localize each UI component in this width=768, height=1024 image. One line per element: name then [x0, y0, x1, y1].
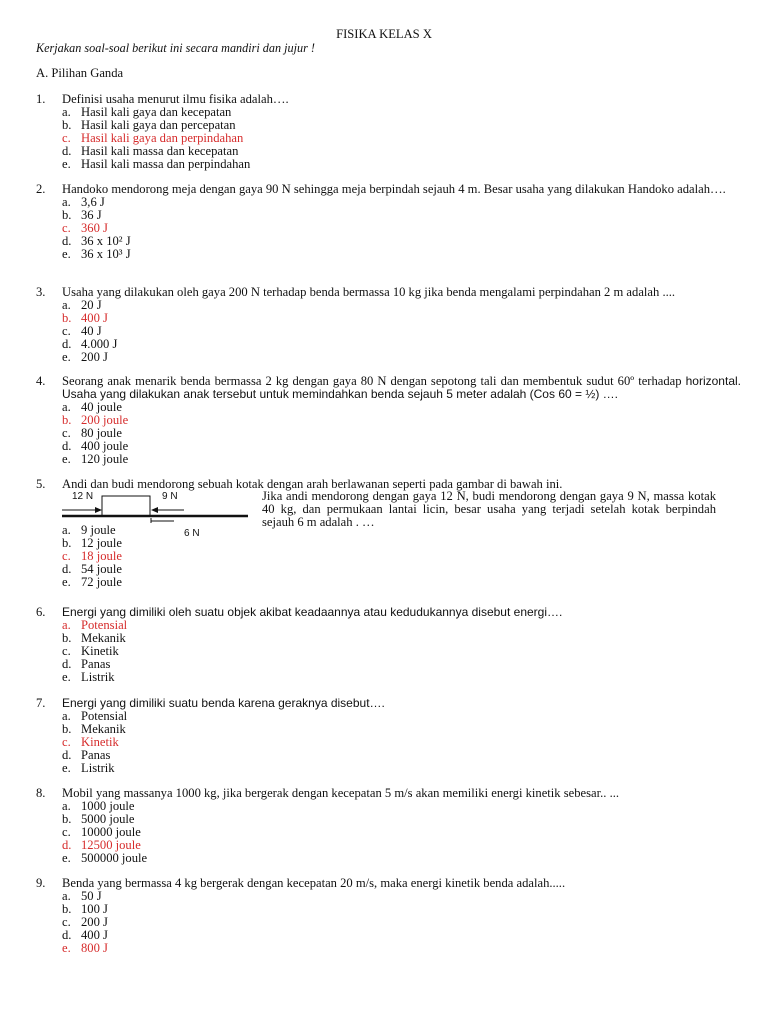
question-7 [36, 697, 741, 775]
option-text: Hasil kali massa dan kecepatan [81, 144, 239, 158]
option-letter: e. [62, 761, 71, 775]
option-letter: a. [62, 709, 71, 723]
option-text: 54 joule [81, 562, 122, 576]
option-text: 360 J [81, 221, 108, 235]
option-text: 1000 joule [81, 799, 135, 813]
option-text: Mekanik [81, 722, 126, 736]
option-letter: b. [62, 413, 72, 427]
option-text: 3,6 J [81, 195, 105, 209]
question-6 [36, 606, 741, 684]
option-text: 80 joule [81, 426, 122, 440]
left-arrowhead [95, 507, 102, 513]
option-letter: a. [62, 799, 71, 813]
instruction-text: Kerjakan soal-soal berikut ini secara mandiri dan jujur ! [36, 41, 315, 55]
answer-option [62, 537, 741, 550]
option-text: 50 J [81, 889, 102, 903]
left-force-label: 12 N [72, 491, 94, 502]
option-text: 200 joule [81, 413, 129, 427]
option-text: Panas [81, 657, 111, 671]
answer-option [62, 576, 741, 589]
option-text: 36 x 10² J [81, 234, 131, 248]
option-letter: d. [62, 234, 72, 248]
answer-option [62, 658, 741, 671]
answer-option [62, 903, 741, 916]
option-text: Panas [81, 748, 111, 762]
option-letter: e. [62, 575, 71, 589]
option-text: Listrik [81, 761, 115, 775]
answer-option [62, 235, 741, 248]
answer-option [62, 338, 741, 351]
answer-option [62, 453, 741, 466]
option-letter: b. [62, 536, 72, 550]
options-list [62, 890, 741, 955]
option-text: 200 J [81, 350, 108, 364]
option-letter: e. [62, 247, 71, 261]
question-number: 7. [36, 696, 46, 710]
question-text: Energi yang dimiliki suatu benda karena geraknya disebut…. [62, 696, 385, 710]
option-letter: e. [62, 157, 71, 171]
option-text: 40 J [81, 324, 102, 338]
option-text: 200 J [81, 915, 108, 929]
option-text: Hasil kali gaya dan percepatan [81, 118, 236, 132]
option-text: 100 J [81, 902, 108, 916]
answer-option-correct [62, 839, 741, 852]
option-letter: e. [62, 350, 71, 364]
question-number: 5. [36, 477, 46, 491]
option-text: 72 joule [81, 575, 122, 589]
options-list [62, 710, 741, 775]
option-letter: b. [62, 208, 72, 222]
option-letter: d. [62, 562, 72, 576]
option-text: 400 J [81, 928, 108, 942]
answer-option [62, 826, 741, 839]
right-force-label: 9 N [162, 491, 178, 502]
option-text: 18 joule [81, 549, 122, 563]
option-letter: b. [62, 902, 72, 916]
question-1 [36, 93, 741, 171]
answer-option [62, 440, 741, 453]
box [102, 496, 150, 516]
option-letter: a. [62, 523, 71, 537]
option-letter: c. [62, 131, 71, 145]
question-text: Energi yang dimiliki oleh suatu objek akibat keadaannya atau kedudukannya disebut energi…. [62, 605, 563, 619]
option-letter: d. [62, 144, 72, 158]
option-text: 400 J [81, 311, 108, 325]
option-letter: c. [62, 426, 71, 440]
option-letter: c. [62, 825, 71, 839]
option-text: 12 joule [81, 536, 122, 550]
option-letter: b. [62, 722, 72, 736]
option-text: 120 joule [81, 452, 129, 466]
option-letter: b. [62, 812, 72, 826]
option-text: Kinetik [81, 644, 119, 658]
answer-option [62, 916, 741, 929]
question-5-description: Jika andi mendorong dengan gaya 12 N, budi mendorong dengan gaya 9 N, massa kotak 40 kg, dan permukaan lantai licin, besar usaha yang terjadi setelah kotak berpindah sejauh 6 m adalah . … [262, 489, 716, 529]
answer-option [62, 890, 741, 903]
answer-option-correct [62, 942, 741, 955]
question-text: Mobil yang massanya 1000 kg, jika bergerak dengan kecepatan 5 m/s akan memiliki energi kinetik sebesar.. ... [62, 786, 620, 800]
answer-option-correct [62, 312, 741, 325]
option-text: 20 J [81, 298, 102, 312]
option-letter: c. [62, 915, 71, 929]
right-arrowhead [151, 507, 158, 513]
answer-option [62, 800, 741, 813]
option-text: Potensial [81, 618, 128, 632]
answer-option-correct [62, 222, 741, 235]
options-list [62, 401, 741, 466]
options-list [62, 299, 741, 364]
option-text: 10000 joule [81, 825, 141, 839]
option-letter: c. [62, 221, 71, 235]
answer-option [62, 158, 741, 171]
answer-option-correct [62, 619, 741, 632]
answer-option [62, 299, 741, 312]
question-8 [36, 787, 741, 865]
option-text: Hasil kali gaya dan kecepatan [81, 105, 232, 119]
question-number: 9. [36, 876, 46, 890]
option-letter: b. [62, 631, 72, 645]
option-letter: a. [62, 195, 71, 209]
options-list [62, 800, 741, 865]
question-9 [36, 877, 741, 955]
answer-option [62, 749, 741, 762]
answer-option [62, 563, 741, 576]
option-letter: a. [62, 618, 71, 632]
answer-option-correct [62, 736, 741, 749]
option-letter: e. [62, 851, 71, 865]
page-title: FISIKA KELAS X [336, 27, 432, 41]
question-number: 4. [36, 374, 46, 388]
option-letter: e. [62, 941, 71, 955]
option-letter: e. [62, 670, 71, 684]
option-letter: c. [62, 735, 71, 749]
option-text: 40 joule [81, 400, 122, 414]
answer-option [62, 427, 741, 440]
option-letter: a. [62, 105, 71, 119]
answer-option-correct [62, 414, 741, 427]
option-letter: c. [62, 644, 71, 658]
option-text: 36 J [81, 208, 102, 222]
question-number: 8. [36, 786, 46, 800]
answer-option [62, 645, 741, 658]
answer-option [62, 671, 741, 684]
options-list [62, 619, 741, 684]
option-letter: d. [62, 748, 72, 762]
option-text: 9 joule [81, 523, 116, 537]
option-letter: a. [62, 889, 71, 903]
option-letter: b. [62, 118, 72, 132]
option-letter: d. [62, 657, 72, 671]
question-number: 2. [36, 182, 46, 196]
option-letter: b. [62, 311, 72, 325]
answer-option [62, 401, 741, 414]
answer-option [62, 762, 741, 775]
answer-option [62, 196, 741, 209]
question-3 [36, 286, 741, 364]
option-text: 5000 joule [81, 812, 135, 826]
force-diagram [62, 488, 252, 538]
section-heading: A. Pilihan Ganda [36, 66, 124, 80]
option-letter: d. [62, 838, 72, 852]
answer-option [62, 248, 741, 261]
option-letter: d. [62, 439, 72, 453]
option-text: 36 x 10³ J [81, 247, 131, 261]
question-text: Handoko mendorong meja dengan gaya 90 N sehingga meja berpindah sejauh 4 m. Besar usaha yang dilakukan Handoko adalah…. [62, 182, 726, 196]
option-letter: a. [62, 400, 71, 414]
answer-option [62, 852, 741, 865]
answer-option [62, 325, 741, 338]
answer-option [62, 929, 741, 942]
option-text: 4.000 J [81, 337, 118, 351]
options-list [62, 196, 741, 261]
answer-option [62, 710, 741, 723]
option-text: 12500 joule [81, 838, 141, 852]
option-text: Potensial [81, 709, 128, 723]
question-text: Andi dan budi mendorong sebuah kotak dengan arah berlawanan seperti pada gambar di bawah ini. [62, 477, 563, 491]
option-letter: d. [62, 928, 72, 942]
question-text: Definisi usaha menurut ilmu fisika adalah…. [62, 92, 289, 106]
question-text: Seorang anak menarik benda bermassa 2 kg dengan gaya 80 N dengan sepotong tali dan membentuk sudut 60º terhadap horizontal. Usaha yang dilakukan anak tersebut untuk memindahkan benda sejauh 5 meter adalah (Cos 60 = ½) …. [62, 374, 741, 401]
option-letter: d. [62, 337, 72, 351]
displacement-label: 6 N [184, 528, 200, 538]
question-number: 6. [36, 605, 46, 619]
answer-option [62, 632, 741, 645]
option-text: 800 J [81, 941, 108, 955]
options-list [62, 106, 741, 171]
question-4 [36, 375, 741, 466]
question-number: 3. [36, 285, 46, 299]
option-letter: c. [62, 324, 71, 338]
option-letter: c. [62, 549, 71, 563]
option-text: Kinetik [81, 735, 119, 749]
question-text: Usaha yang dilakukan oleh gaya 200 N terhadap benda bermassa 10 kg jika benda mengalami perpindahan 2 m adalah .... [62, 285, 676, 299]
option-text: 500000 joule [81, 851, 148, 865]
answer-option [62, 723, 741, 736]
question-2 [36, 183, 741, 261]
option-text: Hasil kali gaya dan perpindahan [81, 131, 244, 145]
answer-option-correct [62, 550, 741, 563]
option-text: Listrik [81, 670, 115, 684]
option-letter: a. [62, 298, 71, 312]
option-text: 400 joule [81, 439, 129, 453]
answer-option [62, 351, 741, 364]
question-text: Benda yang bermassa 4 kg bergerak dengan kecepatan 20 m/s, maka energi kinetik benda adalah..... [62, 876, 566, 890]
answer-option [62, 813, 741, 826]
option-text: Mekanik [81, 631, 126, 645]
answer-option [62, 209, 741, 222]
option-text: Hasil kali massa dan perpindahan [81, 157, 251, 171]
option-letter: e. [62, 452, 71, 466]
question-number: 1. [36, 92, 46, 106]
